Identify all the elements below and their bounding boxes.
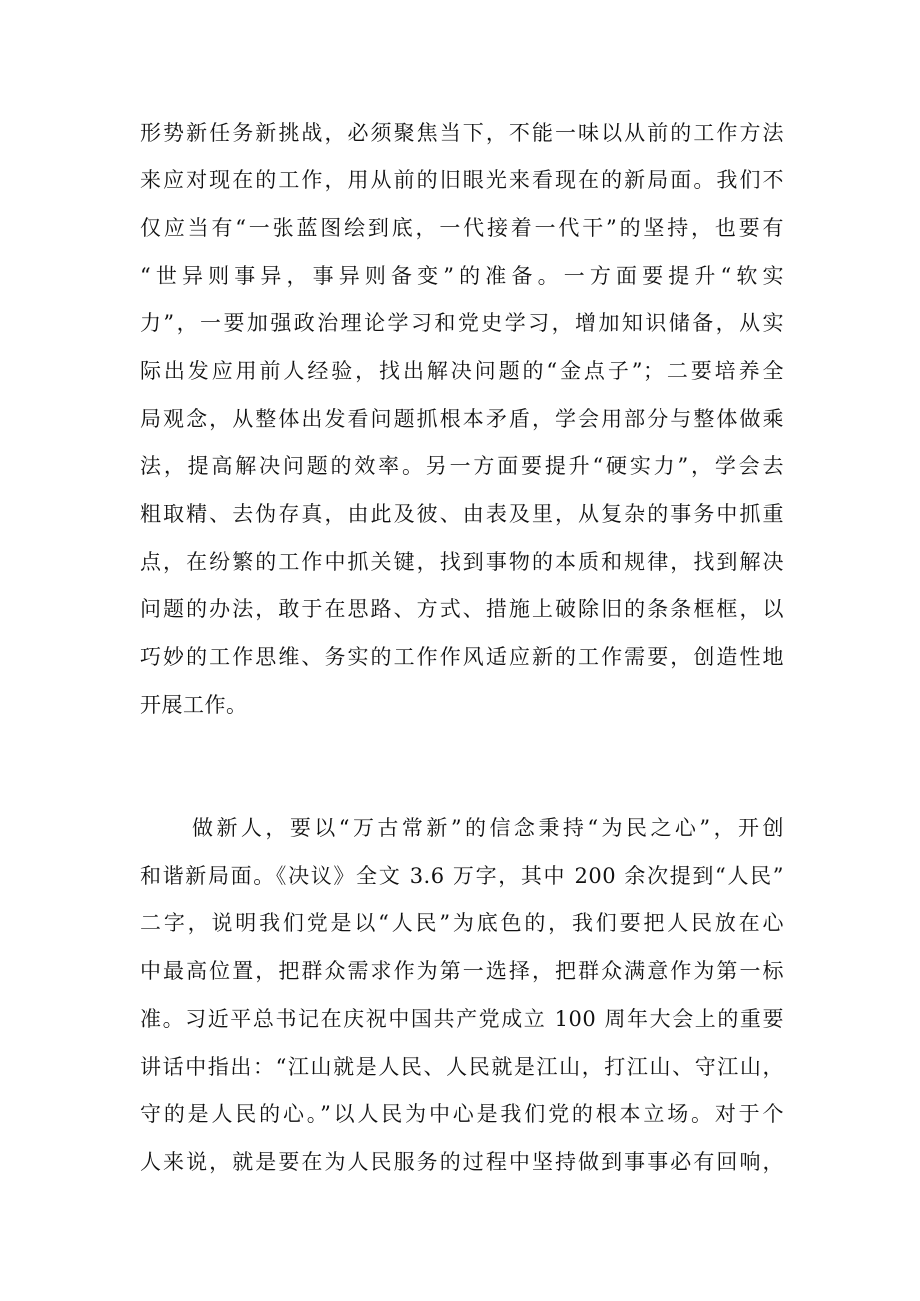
paragraph-1-line: 问题的办法，敢于在思路、方式、措施上破除旧的条条框框，以 <box>140 597 784 621</box>
paragraph-1-line: “世异则事异，事异则备变”的准备。一方面要提升“软实 <box>140 264 784 288</box>
paragraph-1-line: 力”，一要加强政治理论学习和党史学习，增加知识储备，从实 <box>140 311 784 335</box>
paragraph-1-line: 法，提高解决问题的效率。另一方面要提升“硬实力”，学会去 <box>140 454 784 478</box>
paragraph-1-line: 局观念，从整体出发看问题抓根本矛盾，学会用部分与整体做乘 <box>140 407 784 431</box>
paragraph-1-line: 仅应当有“一张蓝图绘到底，一代接着一代干”的坚持，也要有 <box>140 216 784 240</box>
paragraph-1-line: 粗取精、去伪存真，由此及彼、由表及里，从复杂的事务中抓重 <box>140 502 784 526</box>
paragraph-2-line: 准。习近平总书记在庆祝中国共产党成立 100 周年大会上的重要 <box>140 1007 784 1031</box>
paragraph-1-line: 际出发应用前人经验，找出解决问题的“金点子”；二要培养全 <box>140 359 784 383</box>
paragraph-1-line: 来应对现在的工作，用从前的旧眼光来看现在的新局面。我们不 <box>140 168 784 192</box>
paragraph-1-line: 开展工作。 <box>140 693 248 717</box>
paragraph-2-line: 中最高位置，把群众需求作为第一选择，把群众满意作为第一标 <box>140 959 784 983</box>
paragraph-2-line: 做新人，要以“万古常新”的信念秉持“为民之心”，开创 <box>192 816 784 840</box>
paragraph-1-line: 形势新任务新挑战，必须聚焦当下，不能一味以从前的工作方法 <box>140 121 784 145</box>
paragraph-1-line: 点，在纷繁的工作中抓关键，找到事物的本质和规律，找到解决 <box>140 550 784 574</box>
paragraph-2-line: 守的是人民的心。”以人民为中心是我们党的根本立场。对于个 <box>140 1102 784 1126</box>
paragraph-2-line: 人来说，就是要在为人民服务的过程中坚持做到事事必有回响， <box>140 1150 784 1174</box>
paragraph-1-line: 巧妙的工作思维、务实的工作作风适应新的工作需要，创造性地 <box>140 645 784 669</box>
paragraph-2-line: 讲话中指出：“江山就是人民、人民就是江山，打江山、守江山， <box>140 1055 784 1079</box>
paragraph-2-line: 二字，说明我们党是以“人民”为底色的，我们要把人民放在心 <box>140 911 784 935</box>
paragraph-2-line: 和谐新局面。《决议》全文 3.6 万字，其中 200 余次提到“人民” <box>140 864 784 888</box>
